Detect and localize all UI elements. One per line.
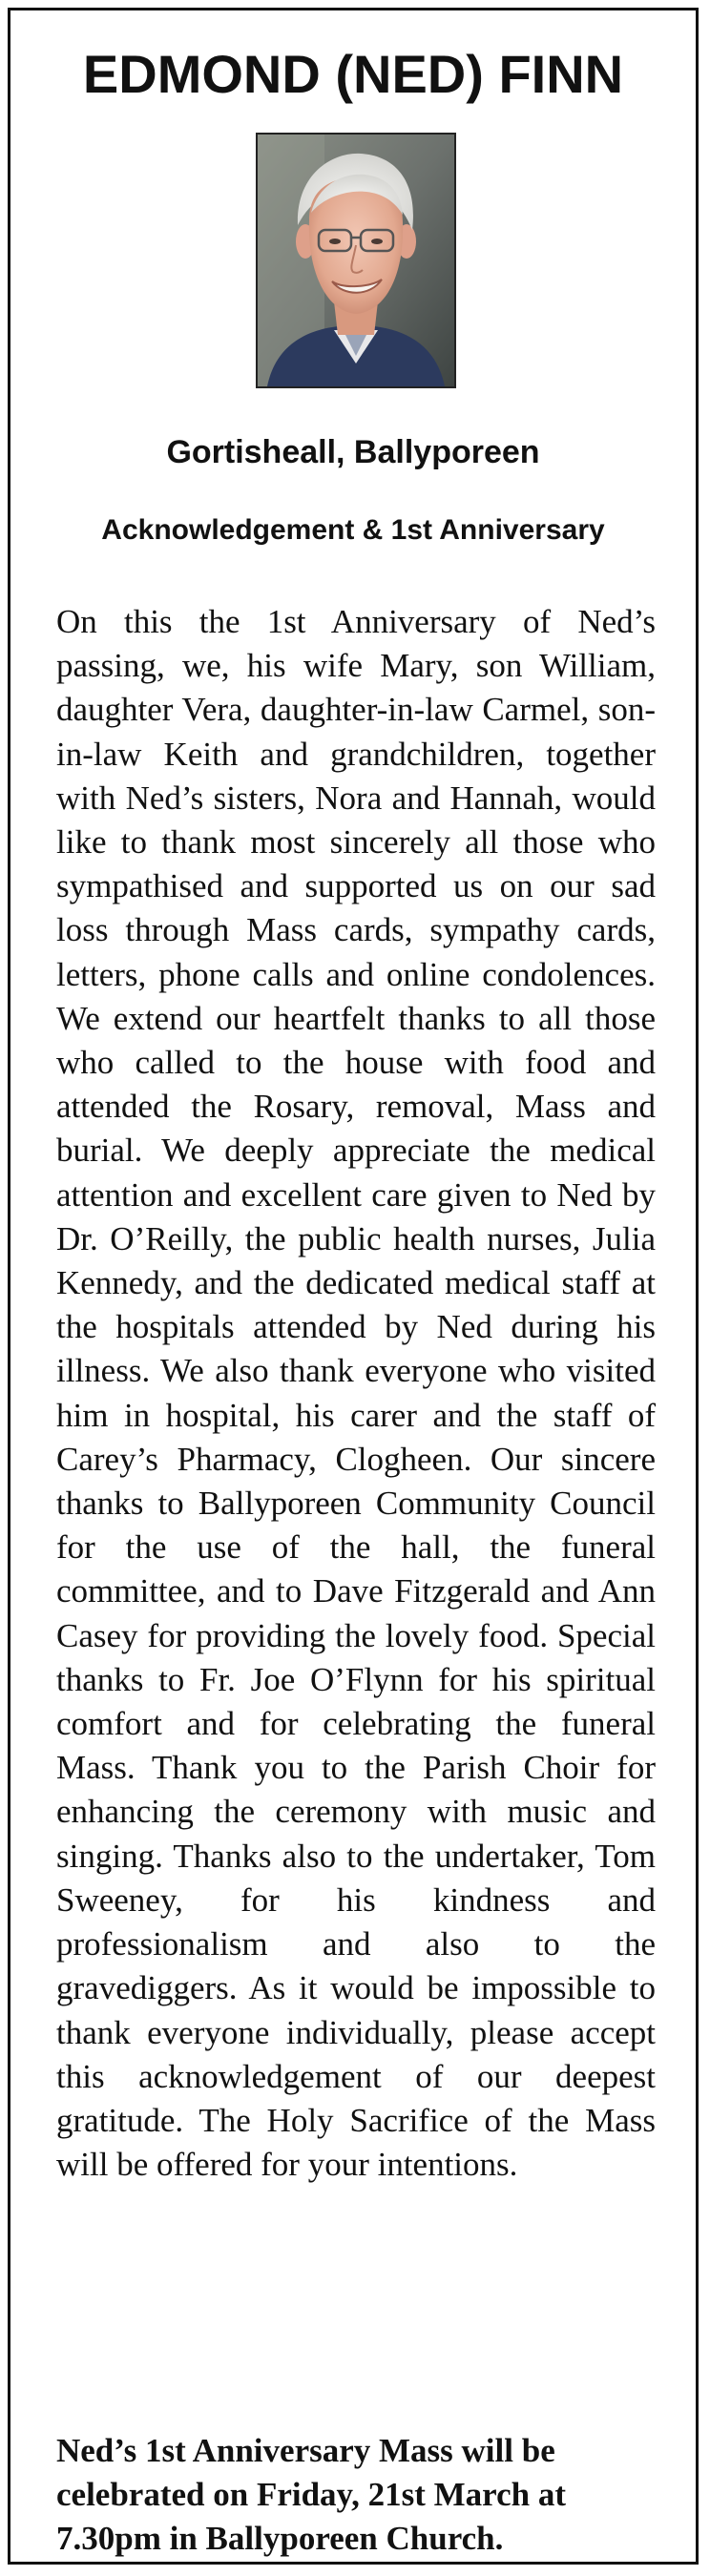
anniversary-mass-details: Ned’s 1st Anniversary Mass will be celebrated on Friday, 21st March at 7.30pm in Ballyporeen Church.	[56, 2432, 566, 2557]
death-notice	[8, 8, 699, 2565]
acknowledgement-text: On this the 1st Anniversary of Ned’s passing, we, his wife Mary, son William, daughter Vera, daughter-in-law Carmel, son-in-law Keith and grandchildren, together with Ned’s sisters, Nora and Hannah, would like to thank most sincerely all those who sympathised and supported us on our sad loss through Mass cards, sympathy cards, letters, phone calls and online condolences. We extend our heartfelt thanks to all those who called to the house with food and attended the Rosary, removal, Mass and burial. We deeply appreciate the medical attention and excellent care given to Ned by Dr. O’Reilly, the public health nurses, Julia Kennedy, and the dedicated medical staff at the hospitals attended by Ned during his illness. We also thank everyone who visited him in hospital, his carer and the staff of Carey’s Pharmacy, Clogheen. Our sincere thanks to Ballyporeen Community Council for the use of the hall, the funeral committee, and to Dave Fitzgerald and Ann Casey for providing the lovely food. Special thanks to Fr. Joe O’Flynn for his spiritual comfort and for celebrating the funeral Mass. Thank you to the Parish Choir for enhancing the ceremony with music and singing. Thanks also to the undertaker, Tom Sweeney, for his kindness and professionalism and also to the gravediggers. As it would be impossible to thank everyone individually, please accept this acknowledgement of our deepest gratitude. The Holy Sacrifice of the Mass will be offered for your intentions.	[56, 603, 656, 2184]
notice-subtitle: Acknowledgement & 1st Anniversary	[101, 514, 605, 546]
portrait-photo	[256, 133, 456, 388]
portrait-illustration	[258, 135, 454, 386]
location-heading: Gortisheall, Ballyporeen	[166, 434, 540, 470]
notice-title: EDMOND (NED) FINN	[82, 44, 624, 104]
